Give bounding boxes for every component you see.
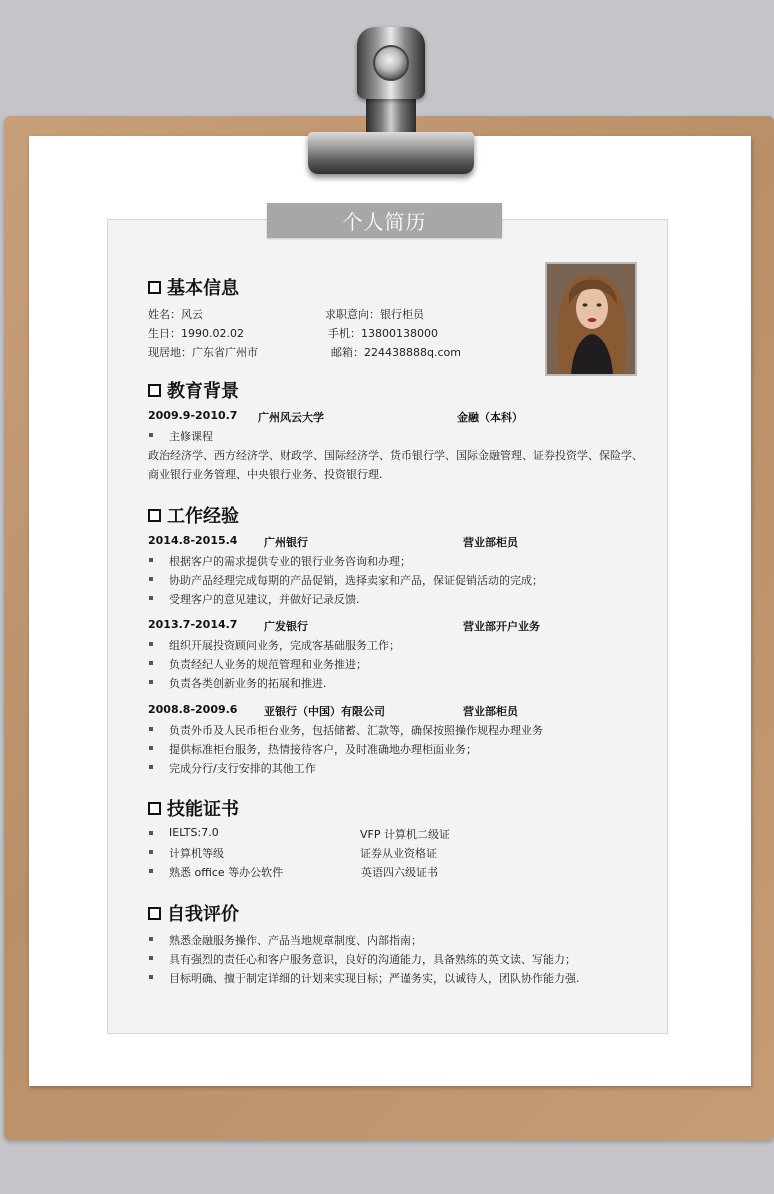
basic-birth: 生日：1990.02.02 (148, 327, 244, 340)
square-bullet-icon (149, 433, 153, 437)
edu-courses-line: 商业银行业务管理、中央银行业务、投资银行理. (148, 468, 383, 481)
section-basic-info (148, 274, 239, 300)
job-duty: 提供标准柜台服务，热情接待客户，及时准确地办理柜面业务； (169, 743, 477, 756)
job-period: 2008.8-2009.6 (148, 703, 238, 716)
skill-item: 计算机等级 (169, 847, 224, 860)
section-title: 基本信息 (167, 278, 239, 299)
square-bullet-icon (149, 558, 153, 562)
edu-courses-line: 政治经济学、西方经济学、财政学、国际经济学、货币银行学、国际金融管理、证券投资学、保险学、 (148, 449, 643, 462)
job-position: 营业部柜员 (463, 536, 518, 549)
square-checkbox-icon (148, 509, 161, 522)
job-duty: 负责经纪人业务的规范管理和业务推进； (169, 658, 367, 671)
job-duty: 受理客户的意见建议，并做好记录反馈. (169, 593, 360, 606)
skill-item: 证券从业资格证 (360, 847, 437, 860)
section-title: 技能证书 (167, 799, 239, 820)
job-duty: 组织开展投资顾问业务，完成客基础服务工作； (169, 639, 400, 652)
job-duty: 负责各类创新业务的拓展和推进. (169, 677, 327, 690)
job-duty: 负责外币及人民币柜台业务，包括储蓄、汇款等，确保按照操作规程办理业务 (169, 724, 543, 737)
binder-clip-hole (373, 45, 409, 81)
job-period: 2013.7-2014.7 (148, 618, 238, 631)
resume-title: 个人简历 (267, 203, 502, 238)
section-title: 自我评价 (167, 904, 239, 925)
job-company: 广发银行 (264, 620, 308, 633)
square-bullet-icon (149, 831, 153, 835)
square-bullet-icon (149, 937, 153, 941)
edu-courses-label: 主修课程 (169, 430, 213, 443)
profile-photo (545, 262, 637, 376)
skill-item: IELTS:7.0 (169, 826, 219, 839)
skill-item: 英语四六级证书 (361, 866, 438, 879)
square-bullet-icon (149, 975, 153, 979)
skill-item: 熟悉 office 等办公软件 (169, 866, 284, 879)
binder-clip-base (308, 132, 474, 174)
edu-period: 2009.9-2010.7 (148, 409, 238, 422)
job-duty: 完成分行/支行安排的其他工作 (169, 762, 316, 775)
square-bullet-icon (149, 680, 153, 684)
basic-address: 现居地：广东省广州市 (148, 346, 258, 359)
square-bullet-icon (149, 577, 153, 581)
basic-phone: 手机：13800138000 (328, 327, 438, 340)
square-bullet-icon (149, 765, 153, 769)
square-bullet-icon (149, 746, 153, 750)
section-self-eval (148, 900, 239, 926)
square-bullet-icon (149, 661, 153, 665)
job-duty: 根据客户的需求提供专业的银行业务咨询和办理； (169, 555, 411, 568)
job-duty: 协助产品经理完成每期的产品促销，选择卖家和产品，保证促销活动的完成； (169, 574, 543, 587)
basic-email: 邮箱：224438888q.com (331, 346, 461, 359)
square-bullet-icon (149, 850, 153, 854)
section-title: 工作经验 (167, 506, 239, 527)
square-bullet-icon (149, 596, 153, 600)
job-position: 营业部柜员 (463, 705, 518, 718)
square-bullet-icon (149, 727, 153, 731)
job-company: 亚银行（中国）有限公司 (264, 705, 385, 718)
square-bullet-icon (149, 642, 153, 646)
self-eval-item: 目标明确、擅于制定详细的计划来实现目标；严谨务实，以诚待人，团队协作能力强. (169, 972, 580, 985)
edu-school: 广州风云大学 (258, 411, 324, 424)
basic-intent: 求职意向：银行柜员 (325, 308, 424, 321)
square-checkbox-icon (148, 802, 161, 815)
square-checkbox-icon (148, 907, 161, 920)
section-education (148, 377, 239, 403)
square-bullet-icon (149, 956, 153, 960)
job-period: 2014.8-2015.4 (148, 534, 238, 547)
skill-item: VFP 计算机二级证 (360, 828, 450, 841)
self-eval-item: 具有强烈的责任心和客户服务意识，良好的沟通能力，具备熟练的英文读、写能力； (169, 953, 576, 966)
square-bullet-icon (149, 869, 153, 873)
edu-major: 金融（本科） (457, 411, 523, 424)
square-checkbox-icon (148, 384, 161, 397)
section-work (148, 502, 239, 528)
basic-name: 姓名：风云 (148, 308, 203, 321)
self-eval-item: 熟悉金融服务操作、产品当地规章制度、内部指南； (169, 934, 422, 947)
section-skills (148, 795, 239, 821)
job-position: 营业部开户业务 (463, 620, 540, 633)
section-title: 教育背景 (167, 381, 239, 402)
job-company: 广州银行 (264, 536, 308, 549)
square-checkbox-icon (148, 281, 161, 294)
